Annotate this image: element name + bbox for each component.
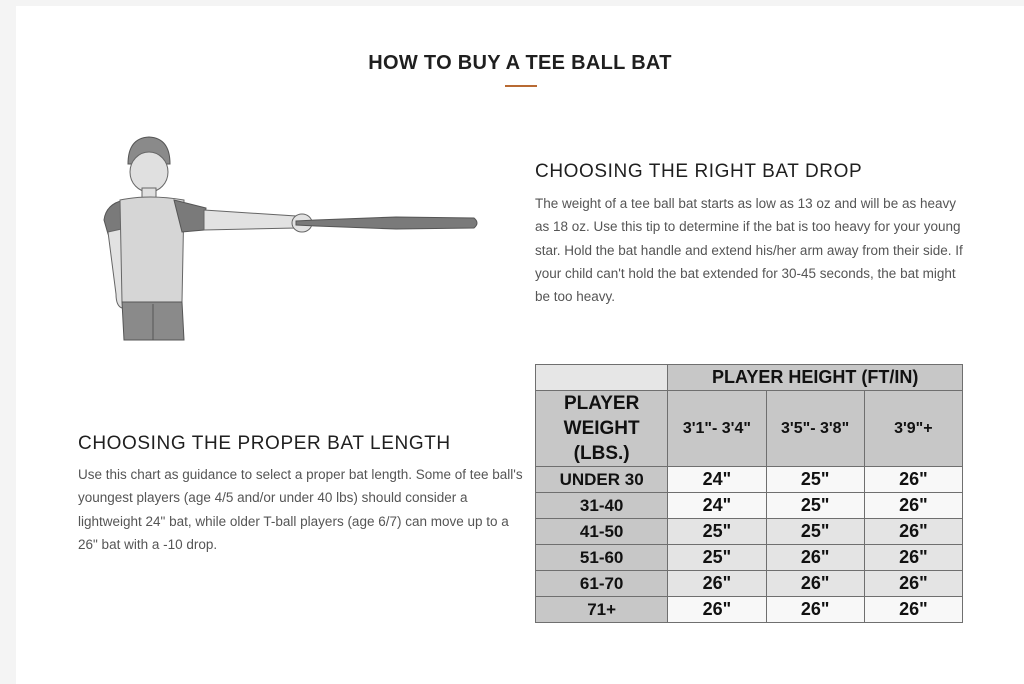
weight-cell: 51-60	[536, 545, 668, 571]
player-height-header: PLAYER HEIGHT (FT/IN)	[668, 365, 963, 391]
height-column-header: 3'9"+	[864, 391, 962, 467]
bat-size-cell: 26"	[864, 467, 962, 493]
height-column-header: 3'5"- 3'8"	[766, 391, 864, 467]
table-corner-cell	[536, 365, 668, 391]
bat-size-cell: 26"	[864, 519, 962, 545]
player-holding-bat-illustration	[96, 124, 496, 344]
bat-size-cell: 25"	[766, 493, 864, 519]
bat-size-cell: 26"	[766, 597, 864, 623]
bat-size-cell: 26"	[766, 571, 864, 597]
table-row	[536, 493, 963, 519]
bat-size-chart	[535, 364, 963, 618]
weight-header-line: (LBS.)	[573, 443, 630, 464]
bat-size-cell: 24"	[668, 493, 766, 519]
weight-cell: 41-50	[536, 519, 668, 545]
height-column-header: 3'1"- 3'4"	[668, 391, 766, 467]
table-row	[536, 545, 963, 571]
player-weight-header	[536, 391, 668, 467]
bat-size-cell: 25"	[766, 519, 864, 545]
page-title: HOW TO BUY A TEE BALL BAT	[368, 52, 672, 74]
bat-size-table	[535, 364, 963, 623]
bat-size-cell: 25"	[668, 519, 766, 545]
bat-length-text: Use this chart as guidance to select a proper bat length. Some of tee ball's youngest players (age 4/5 and/or under 40 lbs) should consider a lightweight 24" bat, while older T-ball players (age 6/7) can move up to a 26" bat with a -10 drop.	[78, 467, 523, 552]
bat-drop-heading: CHOOSING THE RIGHT BAT DROP	[535, 161, 863, 182]
bat-size-cell: 24"	[668, 467, 766, 493]
weight-cell: 31-40	[536, 493, 668, 519]
bat-size-cell: 25"	[668, 545, 766, 571]
table-row	[536, 467, 963, 493]
page-container	[16, 6, 1024, 684]
bat-size-cell: 26"	[864, 597, 962, 623]
weight-header-line: PLAYER	[563, 393, 640, 414]
table-row	[536, 519, 963, 545]
table-row	[536, 571, 963, 597]
bat-size-cell: 26"	[864, 493, 962, 519]
bat-size-cell: 26"	[668, 571, 766, 597]
bat-size-cell: 26"	[864, 571, 962, 597]
weight-cell: UNDER 30	[536, 467, 668, 493]
weight-header-line: WEIGHT	[563, 418, 640, 439]
bat-size-cell: 25"	[766, 467, 864, 493]
bat-size-cell: 26"	[766, 545, 864, 571]
title-accent-divider	[505, 85, 537, 87]
bat-size-cell: 26"	[864, 545, 962, 571]
bat-drop-text: The weight of a tee ball bat starts as low as 13 oz and will be as heavy as 18 oz. Use this tip to determine if the bat is too heavy for your young star. Hold the bat handle and extend his/her arm away from their side. If your child can't hold the bat extended for 30-45 seconds, the bat might be too heavy.	[535, 196, 963, 305]
weight-cell: 61-70	[536, 571, 668, 597]
bat-size-cell: 26"	[668, 597, 766, 623]
table-row	[536, 597, 963, 623]
bat-length-heading: CHOOSING THE PROPER BAT LENGTH	[78, 433, 451, 454]
weight-cell: 71+	[536, 597, 668, 623]
